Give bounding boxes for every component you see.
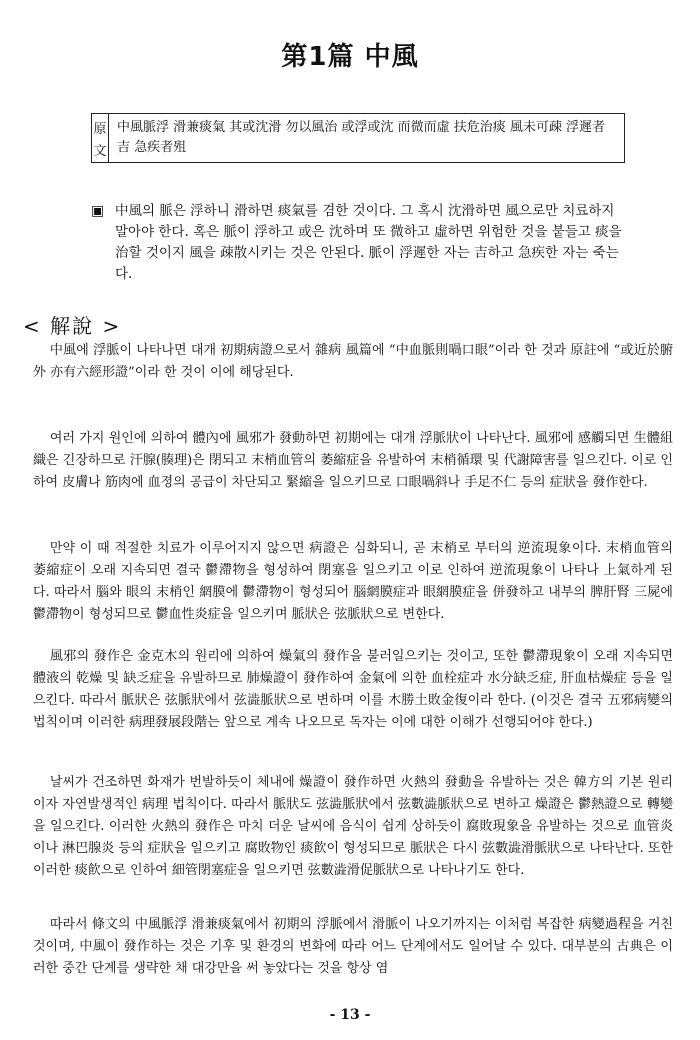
paragraph: 날씨가 건조하면 화재가 번발하듯이 체내에 燥證이 發作하면 火熱의 發動을 유발하는 것은 韓方의 기본 원리이자 자연발생적인 病理 법칙이다. 따라서 脈狀도 弦澁脈狀에서 弦數澁脈狀으로 변하고 燥證은 鬱熱證으로 轉變을 일으킨다. 이러한 火熱의 發作은 마치 더운 날씨에 음식이 쉽게 상하듯이 腐敗現象을 유발하는 것으로 血管炎이나 淋巴腺炎 등의 症狀을 일으키고 腐敗物인 痰飮이 형성되므로 脈狀은 다시 弦數澁滑脈狀으로 나타난다. 또한 이러한 痰飮으로 인하여 細管閉塞症을 일으키면 弦數澁滑促脈狀으로 나타나기도 한다. (33, 775, 673, 878)
original-text-box (91, 113, 625, 163)
page-number: - 13 - (329, 1007, 371, 1023)
translation-text: 中風의 脈은 浮하니 滑하면 痰氣를 겸한 것이다. 그 혹시 沈滑하면 風으로만 치료하지 말아야 한다. 혹은 脈이 浮하고 或은 沈하며 또 微하고 虛하면 위험한 것을 붙들고 痰을 治할 것이지 風을 疎散시키는 것은 안된다. 脈이 浮遲한 자는 吉하고 急疾한 자는 죽는다. (115, 203, 622, 282)
original-label-char: 原 (93, 121, 107, 137)
original-label (92, 114, 109, 162)
translation-block (91, 201, 631, 285)
paragraph: 따라서 條文의 中風脈浮 滑兼痰氣에서 初期의 浮脈에서 滑脈이 나오기까지는 이처럼 복잡한 病變過程을 거친 것이며, 中風이 發作하는 것은 기후 및 환경의 변화에 따라 어느 단계에서도 일어날 수 있다. 대부분의 古典은 이러한 중간 단계를 생략한 채 대강만을 써 놓았다는 것을 항상 염 (33, 917, 673, 976)
paragraph: 中風에 浮脈이 나타나면 대개 初期病證으로서 雜病 風篇에 “中血脈則喎口眼”이라 한 것과 原註에 “或近於腑外 亦有六經形證”이라 한 것이 이에 해당된다. (33, 343, 673, 380)
translation-marker-icon: ▣ (91, 203, 105, 219)
paragraph: 여러 가지 원인에 의하여 體內에 風邪가 發動하면 初期에는 대개 浮脈狀이 나타난다. 風邪에 感觸되면 生體組織은 긴장하므로 汗腺(腠理)은 閉되고 末梢血管의 萎縮症을 유발하여 末梢循環 및 代謝障害를 일으킨다. 이로 인하여 皮膚나 筋肉에 血졍의 공급이 차단되고 緊縮을 일으키므로 口眼喎斜나 手足不仁 등의 症狀을 發作한다. (33, 431, 673, 490)
chapter-title: 第1篇 中風 (281, 42, 419, 72)
paragraph: 만약 이 때 적절한 치료가 이루어지지 않으면 病證은 심화되니, 곧 末梢로 부터의 逆流現象이다. 末梢血管의 萎縮症이 오래 지속되면 결국 鬱滯物을 형성하여 閉塞을 일으키고 이로 인하여 逆流現象이 나타나 上氣하게 된다. 따라서 腦와 眼의 末梢인 網膜에 鬱滯物이 형성되어 腦網膜症과 眼網膜症을 併發하고 내부의 脾肝腎 三屍에 鬱滯物이 형성되므로 鬱血性炎症을 일으키며 脈狀은 弦脈狀으로 변한다. (33, 541, 673, 622)
paragraph: 風邪의 發作은 金克木의 원리에 의하여 燥氣의 發作을 불러일으키는 것이고, 또한 鬱滯現象이 오래 지속되면 體液의 乾燥 및 缺乏症을 유발하므로 肺燥證이 發作하여 金氣에 의한 血栓症과 水分缺乏症, 肝血枯燥症 등을 일으킨다. 따라서 脈狀은 弦脈狀에서 弦澁脈狀으로 변하며 이를 木勝土敗金復이라 한다. (이것은 결국 五邪病變의 법칙이며 이러한 病理發展段階는 앞으로 계속 나오므로 독자는 이에 대한 이해가 선행되어야 한다.) (33, 649, 673, 730)
original-text: 中風脈浮 滑兼痰氣 其或沈滑 勿以風治 或浮或沈 而微而虛 扶危治痰 風未可疎 浮遲者吉 急疾者殂 (117, 120, 606, 155)
section-heading: < 解說 > (23, 314, 122, 338)
original-label-char: 文 (93, 143, 107, 159)
